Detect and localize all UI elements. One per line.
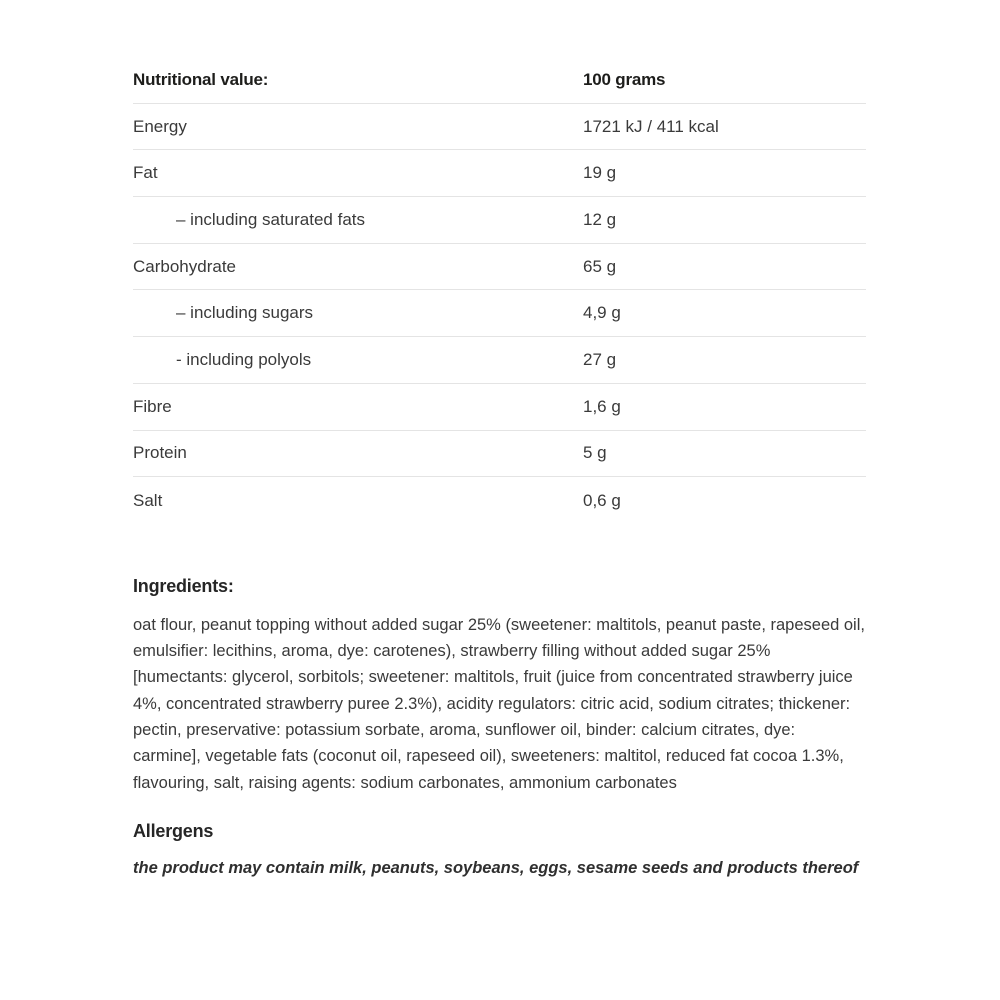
- nutrition-table: [133, 57, 866, 524]
- allergens-section: [133, 821, 866, 881]
- row-label: Fibre: [133, 396, 172, 416]
- row-label: Protein: [133, 443, 187, 463]
- ingredients-heading: Ingredients:: [133, 575, 234, 596]
- ingredients-text: oat flour, peanut topping without added sugar 25% (sweetener: maltitols, peanut paste, rapeseed oil, emulsifier: lecithins, aroma, dye: carotenes), strawberry filling without added sugar 25% [humectants: glycerol, sorbitols; sweetener: maltitols, fruit (juice from concentrated strawberry juice 4%, concentrated strawberry puree 2.3%), acidity regulators: citric acid, sodium citrates; thickener: pectin, preservative: potassium sorbate, aroma, sunflower oil, binder: calcium citrates, dye: carmine], vegetable fats (coconut oil, rapeseed oil), sweeteners: maltitol, reduced fat cocoa 1.3%, flavouring, salt, raising agents: sodium carbonates, ammonium carbonates: [133, 615, 865, 792]
- table-row-protein: [133, 431, 866, 478]
- row-value: 5 g: [583, 443, 607, 463]
- table-row-sugars: [133, 290, 866, 337]
- row-value: 1,6 g: [583, 396, 621, 416]
- table-row-energy: [133, 104, 866, 151]
- row-label: - including polyols: [176, 349, 312, 369]
- table-row-polyols: [133, 337, 866, 384]
- nutrition-header-label: Nutritional value:: [133, 69, 269, 89]
- row-label: – including saturated fats: [176, 209, 366, 229]
- row-value: 65 g: [583, 256, 617, 276]
- table-row-carbohydrate: [133, 244, 866, 291]
- table-row-fibre: [133, 384, 866, 431]
- row-value: 1721 kJ / 411 kcal: [583, 116, 719, 136]
- ingredients-section: [133, 576, 866, 796]
- row-label: – including sugars: [176, 303, 314, 323]
- table-row-salt: [133, 477, 866, 524]
- table-row-saturated-fats: [133, 197, 866, 244]
- row-value: 19 g: [583, 163, 617, 183]
- row-label: Salt: [133, 490, 163, 510]
- row-value: 27 g: [583, 349, 617, 369]
- row-label: Energy: [133, 116, 187, 136]
- table-row-fat: [133, 150, 866, 197]
- nutrition-header-value: 100 grams: [583, 69, 666, 89]
- nutrition-content: [133, 57, 866, 881]
- allergens-heading: Allergens: [133, 820, 214, 841]
- row-value: 4,9 g: [583, 303, 621, 323]
- row-label: Fat: [133, 163, 158, 183]
- row-value: 0,6 g: [583, 490, 621, 510]
- nutrition-table-header-row: [133, 57, 866, 104]
- row-value: 12 g: [583, 209, 617, 229]
- row-label: Carbohydrate: [133, 256, 237, 276]
- allergens-text: the product may contain milk, peanuts, soybeans, eggs, sesame seeds and products thereof: [133, 858, 859, 877]
